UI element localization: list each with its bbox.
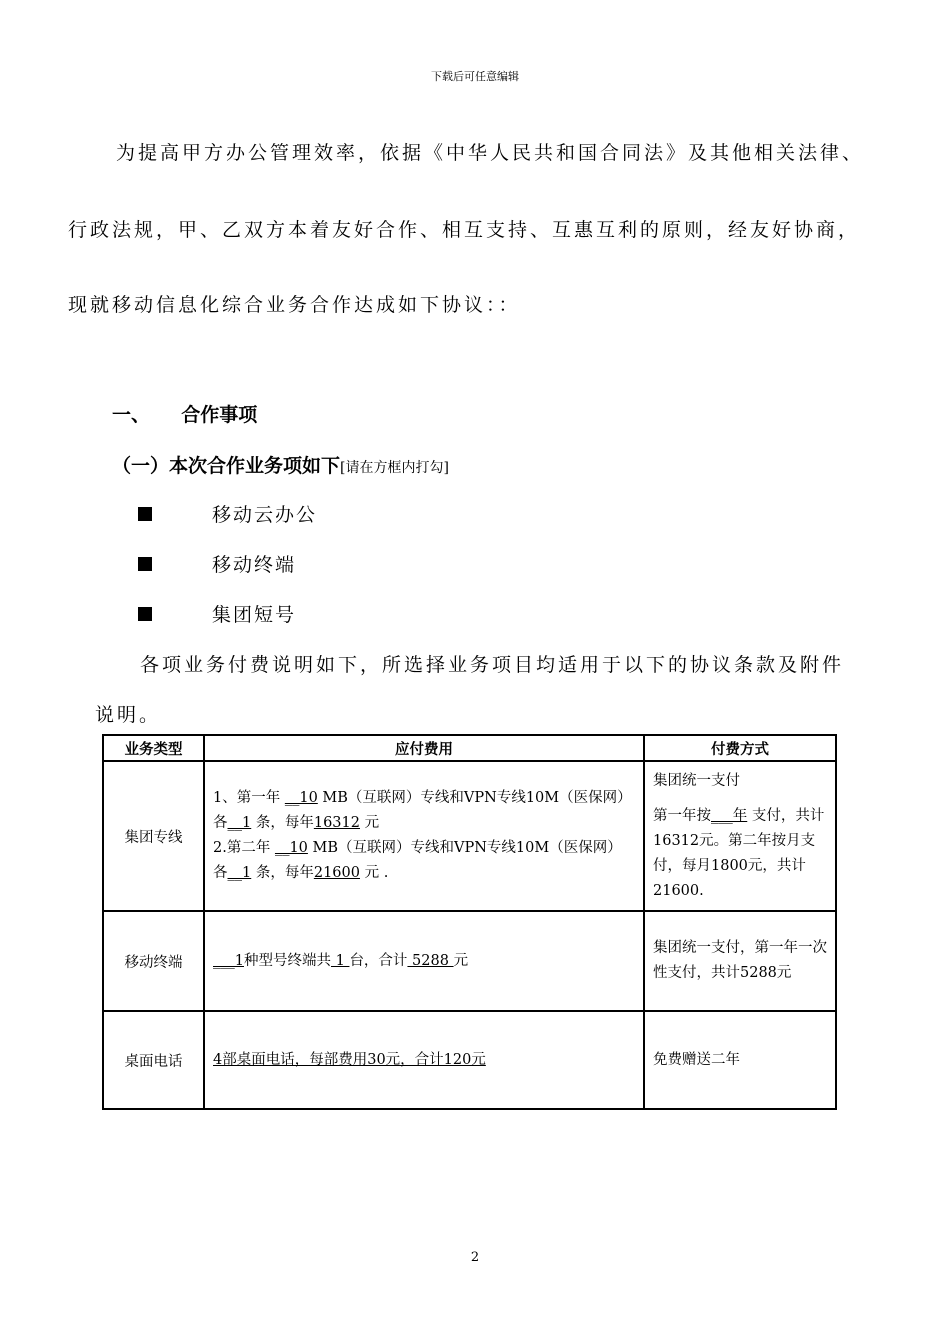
cell-type: 移动终端 bbox=[103, 911, 204, 1011]
checklist-item-label: 移动云办公 bbox=[212, 504, 318, 526]
page-number: 2 bbox=[470, 1250, 480, 1265]
cell-payment: 免费赠送二年 bbox=[644, 1011, 836, 1109]
intro-line-1: 为提高甲方办公管理效率，依据《中华人民共和国合同法》及其他相关法律、 bbox=[116, 142, 865, 164]
intro-line-2: 行政法规，甲、乙双方本着友好合作、相互支持、互惠互利的原则，经友好协商， bbox=[68, 219, 861, 241]
fee-line-year-2: 2.第二年 __10 MB（互联网）专线和VPN专线10M（医保网）各__1 条，每年21600 元 . bbox=[213, 840, 622, 881]
section-number: 一、 bbox=[112, 404, 151, 426]
table-row bbox=[103, 761, 836, 911]
checkbox-checked-icon[interactable] bbox=[138, 507, 152, 521]
cell-payment: 集团统一支付，第一年一次性支付，共计5288元 bbox=[644, 911, 836, 1011]
intro-line-3: 现就移动信息化综合业务合作达成如下协议：： bbox=[68, 294, 521, 316]
payment-line-1: 集团统一支付 bbox=[653, 772, 740, 789]
fee-line-year-1: 1、第一年 __10 MB（互联网）专线和VPN专线10M（医保网）各__1 条，每年16312 元 bbox=[213, 790, 632, 831]
cell-fee: 4部桌面电话，每部费用30元，合计120元 bbox=[204, 1011, 644, 1109]
section-title: 合作事项 bbox=[181, 404, 258, 426]
cell-type: 桌面电话 bbox=[103, 1011, 204, 1109]
checkbox-checked-icon[interactable] bbox=[138, 607, 152, 621]
checklist-item-label: 集团短号 bbox=[212, 604, 297, 626]
page-header: 下载后可任意编辑 bbox=[431, 70, 519, 83]
cell-type: 集团专线 bbox=[103, 761, 204, 911]
cell-fee bbox=[204, 761, 644, 911]
checklist-item[interactable] bbox=[138, 600, 296, 627]
checkbox-checked-icon[interactable] bbox=[138, 557, 152, 571]
cell-fee: ___1种型号终端共 1 台，合计 5288 元 bbox=[204, 911, 644, 1011]
section-heading bbox=[112, 400, 257, 427]
subsection-heading bbox=[112, 451, 449, 478]
payment-line-2: 第一年按___年 支付，共计16312元。第二年按月支付，每月1800元，共计21600. bbox=[653, 807, 825, 899]
header-fee: 应付费用 bbox=[204, 735, 644, 761]
header-payment-method: 付费方式 bbox=[644, 735, 836, 761]
checklist-item[interactable] bbox=[138, 500, 317, 527]
subsection-title: （一）本次合作业务项如下 bbox=[112, 455, 341, 477]
checklist-item[interactable] bbox=[138, 550, 296, 577]
subsection-note: [请在方框内打勾] bbox=[340, 460, 449, 476]
table-row bbox=[103, 911, 836, 1011]
fee-description-line-1: 各项业务付费说明如下，所选择业务项目均适用于以下的协议条款及附件 bbox=[140, 654, 845, 676]
fee-table bbox=[102, 734, 837, 1110]
table-row bbox=[103, 1011, 836, 1109]
fee-description-line-2: 说明。 bbox=[95, 704, 162, 726]
cell-payment bbox=[644, 761, 836, 911]
header-business-type: 业务类型 bbox=[103, 735, 204, 761]
table-header-row bbox=[103, 735, 836, 761]
checklist-item-label: 移动终端 bbox=[212, 554, 297, 576]
